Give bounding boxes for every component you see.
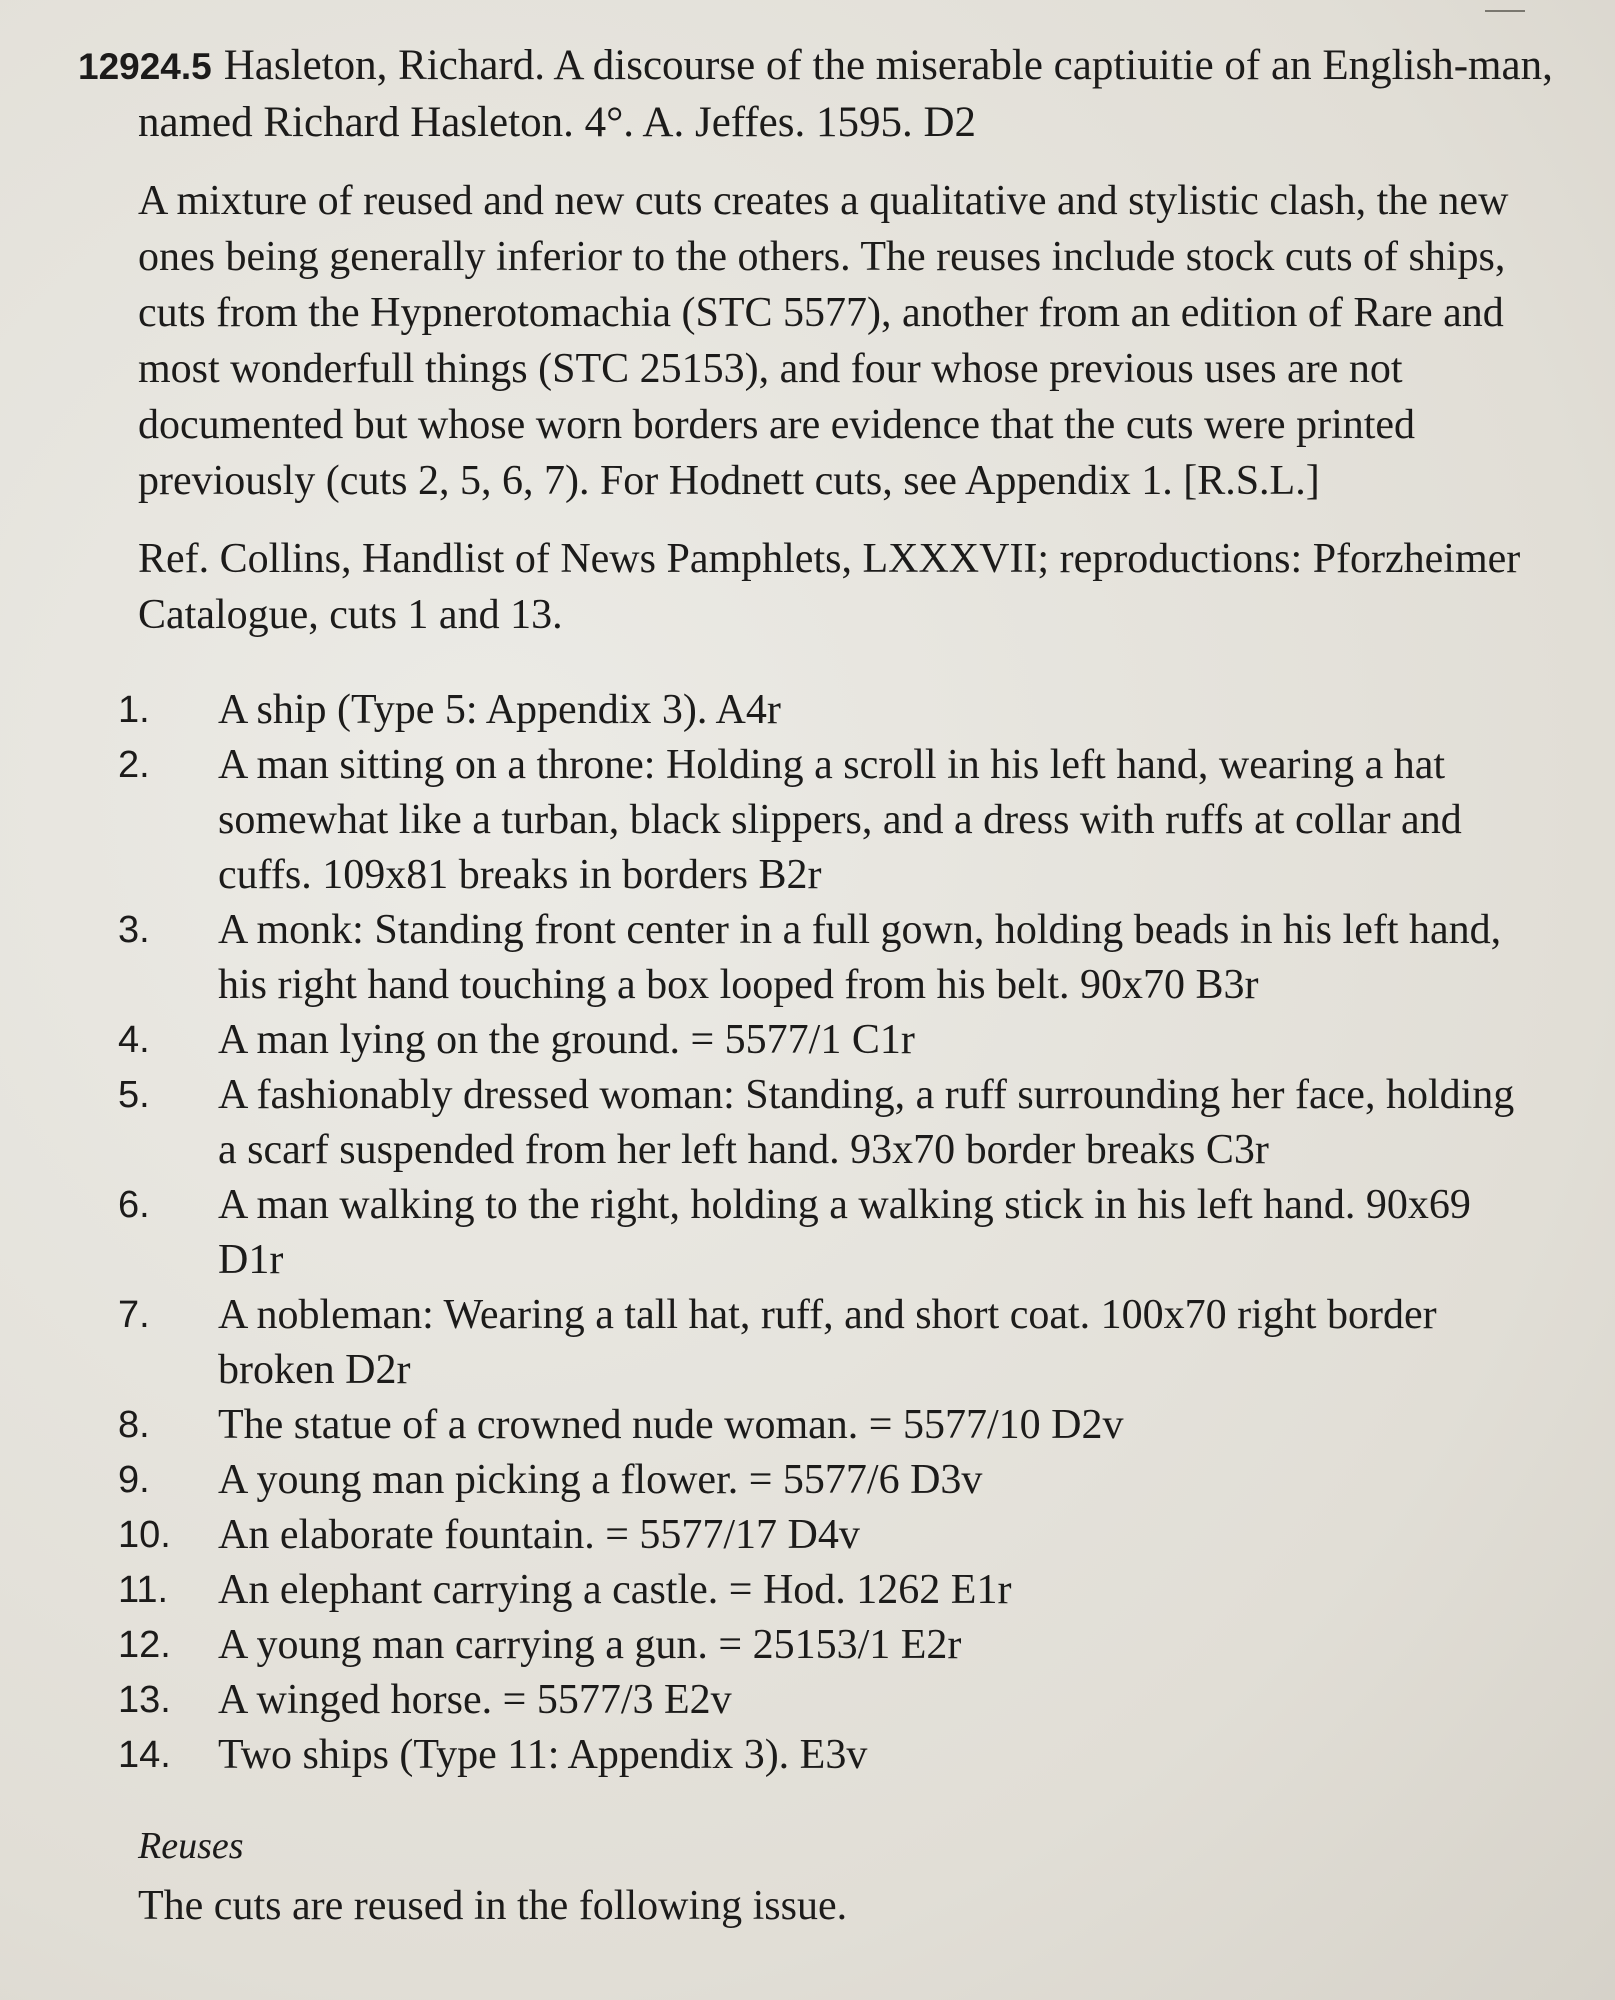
cut-item [118,1453,1575,1508]
cut-text: A nobleman: Wearing a tall hat, ruff, and short coat. 100x70 right border broken D2r [218,1292,1437,1393]
cut-number: 11. [118,1569,169,1611]
cut-item [118,738,1575,903]
cut-text: A man walking to the right, holding a walking stick in his left hand. 90x69 D1r [218,1182,1471,1283]
cut-number: 8. [118,1404,150,1446]
cut-text: A winged horse. = 5577/3 E2v [218,1677,732,1723]
cut-number: 1. [118,689,150,731]
cut-text: A monk: Standing front center in a full gown, holding beads in his left hand, his right hand touching a box looped from his belt. 90x70 B3r [218,907,1502,1008]
cut-number: 6. [118,1184,150,1226]
cut-item [118,1398,1575,1453]
entry-number: 12924.5 [78,46,212,87]
cut-number: 9. [118,1459,150,1501]
cut-text: A young man carrying a gun. = 25153/1 E2r [218,1622,962,1668]
cut-number: 5. [118,1074,150,1116]
cut-text: The statue of a crowned nude woman. = 5577/10 D2v [218,1402,1124,1448]
cut-number: 7. [118,1294,150,1336]
cut-number: 13. [118,1679,171,1721]
cut-text: A fashionably dressed woman: Standing, a ruff surrounding her face, holding a scarf suspended from her left hand. 93x70 border breaks C3r [218,1072,1515,1173]
entry-title: Hasleton, Richard. A discourse of the miserable captiuitie of an English-man, named Richard Hasleton. 4°. A. Jeffes. 1595. D2 [138,42,1553,146]
entry-heading [78,38,1575,151]
cut-number: 2. [118,744,150,786]
cut-item [118,903,1575,1013]
cut-item [118,1288,1575,1398]
cut-item [118,1728,1575,1783]
cut-number: 10. [118,1514,171,1556]
entry-reference: Ref. Collins, Handlist of News Pamphlets, LXXXVII; reproductions: Pforzheimer Catalogue, cuts 1 and 13. [138,536,1521,638]
cut-list [78,683,1575,1783]
cut-text: An elephant carrying a castle. = Hod. 1262 E1r [218,1567,1012,1613]
cut-number: 4. [118,1019,150,1061]
cut-number: 12. [118,1624,171,1666]
cut-item [118,1508,1575,1563]
cut-number: 14. [118,1734,171,1776]
cut-item [118,1563,1575,1618]
cut-item [118,683,1575,738]
cut-item [118,1178,1575,1288]
cut-item [118,1068,1575,1178]
cut-text: An elaborate fountain. = 5577/17 D4v [218,1512,860,1558]
cut-item [118,1013,1575,1068]
cut-text: A man lying on the ground. = 5577/1 C1r [218,1017,915,1063]
cut-number: 3. [118,909,150,951]
entry-description: A mixture of reused and new cuts creates a qualitative and stylistic clash, the new ones being generally inferior to the others. The reuses include stock cuts of ships, cuts from the Hypnerotomachia (STC 5577), another from an edition of Rare and most wonderfull things (STC 25153), and four whose previous uses are not documented but whose worn borders are evidence that the cuts were printed previously (cuts 2, 5, 6, 7). For Hodnett cuts, see Appendix 1. [R.S.L.] [138,178,1509,504]
cut-text: A ship (Type 5: Appendix 3). A4r [218,687,781,733]
reuses-text: The cuts are reused in the following issue. [138,1883,848,1929]
cut-item [118,1618,1575,1673]
cut-text: A man sitting on a throne: Holding a scroll in his left hand, wearing a hat somewhat like a turban, black slippers, and a dress with ruffs at collar and cuffs. 109x81 breaks in borders B2r [218,742,1462,898]
cut-item [118,1673,1575,1728]
cut-text: A young man picking a flower. = 5577/6 D3v [218,1457,983,1503]
cut-text: Two ships (Type 11: Appendix 3). E3v [218,1732,868,1778]
page-edge-mark [1485,0,1525,12]
reuses-heading: Reuses [138,1825,244,1867]
